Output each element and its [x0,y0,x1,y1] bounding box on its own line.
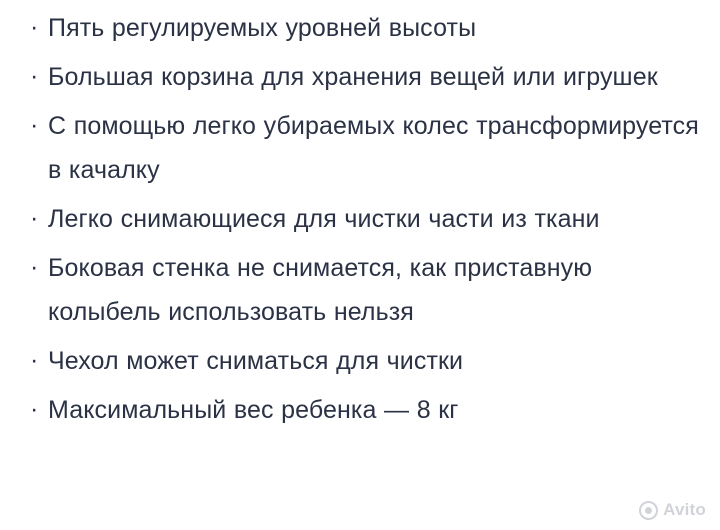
list-item-text: С помощью легко убираемых колес трансформируется в качалку [48,112,699,184]
bullet-marker-icon: · [30,13,39,41]
list-item [26,104,700,192]
watermark-label: Avito [663,500,706,519]
list-item-text: Боковая стенка не снимается, как приставную колыбель использовать нельзя [48,254,593,326]
list-item-text: Максимальный вес ребенка — 8 кг [48,396,459,424]
avito-logo-icon [639,501,658,520]
bullet-marker-icon: · [30,346,39,374]
list-item [26,6,700,50]
list-item-text: Легко снимающиеся для чистки части из ткани [48,205,600,233]
bullet-marker-icon: · [30,62,39,90]
list-item [26,197,700,241]
list-item [26,339,700,383]
list-item [26,388,700,432]
watermark [639,500,706,520]
bullet-marker-icon: · [30,204,39,232]
list-item [26,55,700,99]
bullet-marker-icon: · [30,395,39,423]
bullet-marker-icon: · [30,253,39,281]
list-item [26,246,700,334]
bullet-marker-icon: · [30,111,39,139]
list-item-text: Пять регулируемых уровней высоты [48,14,477,42]
feature-bullet-list [26,6,700,432]
list-item-text: Чехол может сниматься для чистки [48,347,464,375]
list-item-text: Большая корзина для хранения вещей или игрушек [48,63,658,91]
